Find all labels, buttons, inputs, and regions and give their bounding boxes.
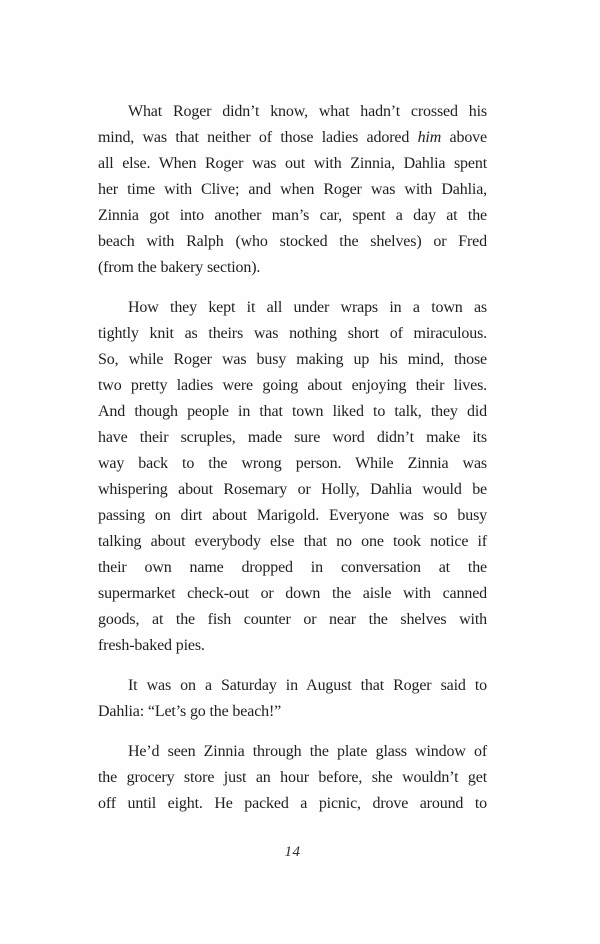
- text-segment: beach with Ralph (who stocked the shelves) or Fred: [98, 233, 487, 250]
- text-segment: talking about everybody else that no one took notice if: [98, 533, 487, 550]
- text-segment: Dahlia: “Let’s go the beach!”: [98, 703, 282, 720]
- text-block: [98, 99, 487, 817]
- text-line: [98, 503, 487, 529]
- text-line: [98, 321, 487, 347]
- text-line: [98, 791, 487, 817]
- text-line: [98, 425, 487, 451]
- text-segment: It was on a Saturday in August that Roger said to: [128, 677, 487, 694]
- text-line: [98, 99, 487, 125]
- paragraph: [98, 99, 487, 281]
- text-line: [98, 477, 487, 503]
- text-segment: way back to the wrong person. While Zinnia was: [98, 455, 487, 472]
- text-segment: off until eight. He packed a picnic, drove around to: [98, 795, 487, 812]
- text-segment: all else. When Roger was out with Zinnia, Dahlia spent: [98, 155, 487, 172]
- text-segment: He’d seen Zinnia through the plate glass window of: [128, 743, 487, 760]
- text-segment: the grocery store just an hour before, she wouldn’t get: [98, 769, 487, 786]
- text-line: [98, 765, 487, 791]
- text-line: [98, 555, 487, 581]
- paragraph: [98, 295, 487, 659]
- text-line: [98, 633, 487, 659]
- text-segment: above: [441, 129, 487, 146]
- text-line: [98, 581, 487, 607]
- text-line: [98, 607, 487, 633]
- text-segment: passing on dirt about Marigold. Everyone was so busy: [98, 507, 487, 524]
- text-line: [98, 373, 487, 399]
- text-line: [98, 229, 487, 255]
- text-segment: (from the bakery section).: [98, 259, 261, 276]
- text-segment: two pretty ladies were going about enjoying their lives.: [98, 377, 487, 394]
- text-segment: whispering about Rosemary or Holly, Dahlia would be: [98, 481, 487, 498]
- text-segment: goods, at the fish counter or near the shelves with: [98, 611, 487, 628]
- text-line: [98, 203, 487, 229]
- text-segment: Zinnia got into another man’s car, spent a day at the: [98, 207, 487, 224]
- text-line: [98, 529, 487, 555]
- text-line: [98, 295, 487, 321]
- italic-text: him: [417, 129, 442, 146]
- text-line: [98, 739, 487, 765]
- text-segment: supermarket check-out or down the aisle with canned: [98, 585, 487, 602]
- text-segment: have their scruples, made sure word didn’t make its: [98, 429, 487, 446]
- text-segment: What Roger didn’t know, what hadn’t crossed his: [128, 103, 487, 120]
- text-line: [98, 347, 487, 373]
- text-segment: And though people in that town liked to talk, they did: [98, 403, 487, 420]
- text-segment: fresh-baked pies.: [98, 637, 205, 654]
- text-segment: their own name dropped in conversation at the: [98, 559, 487, 576]
- text-segment: tightly knit as theirs was nothing short of miraculous.: [98, 325, 487, 342]
- text-line: [98, 151, 487, 177]
- page-number: 14: [284, 844, 301, 860]
- paragraph: [98, 739, 487, 817]
- text-segment: How they kept it all under wraps in a town as: [128, 299, 487, 316]
- paragraph: [98, 673, 487, 725]
- text-line: [98, 255, 487, 281]
- text-line: [98, 399, 487, 425]
- text-line: [98, 673, 487, 699]
- text-line: [98, 177, 487, 203]
- text-segment: mind, was that neither of those ladies adored: [98, 129, 418, 146]
- text-segment: So, while Roger was busy making up his mind, those: [98, 351, 487, 368]
- text-segment: her time with Clive; and when Roger was with Dahlia,: [98, 181, 487, 198]
- text-line: [98, 125, 487, 151]
- text-line: [98, 699, 487, 725]
- text-line: [98, 451, 487, 477]
